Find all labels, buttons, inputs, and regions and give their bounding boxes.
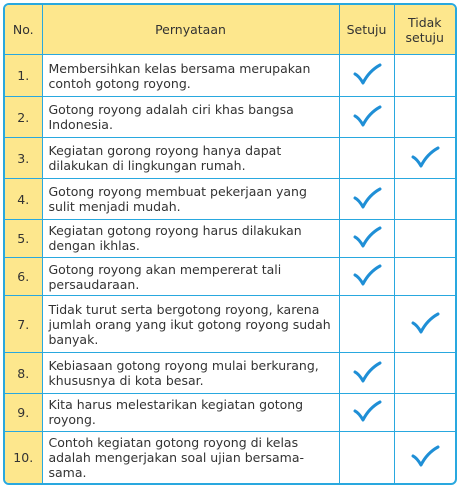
statement-text: Tidak turut serta bergotong royong, karena jumlah orang yang ikut gotong royong sudah banyak. <box>42 296 339 353</box>
statement-text: Membersihkan kelas bersama merupakan contoh gotong royong. <box>42 55 339 97</box>
row-number: 6. <box>5 258 42 296</box>
disagree-cell <box>394 296 455 353</box>
header-row <box>5 5 455 55</box>
row-number: 1. <box>5 55 42 97</box>
disagree-cell <box>394 97 455 137</box>
checkmark-icon <box>352 104 382 128</box>
agree-cell <box>339 219 394 257</box>
table-row <box>5 55 455 97</box>
statement-text: Kebiasaan gotong royong mulai berkurang, khususnya di kota besar. <box>42 353 339 393</box>
agree-cell <box>339 55 394 97</box>
statement-text: Kita harus melestarikan kegiatan gotong royong. <box>42 393 339 431</box>
row-number: 5. <box>5 219 42 257</box>
disagree-cell <box>394 353 455 393</box>
agree-cell <box>339 432 394 483</box>
table-row <box>5 219 455 257</box>
statement-text: Gotong royong akan mempererat tali persaudaraan. <box>42 258 339 296</box>
checkmark-icon <box>352 225 382 249</box>
table-row <box>5 179 455 219</box>
agree-cell <box>339 97 394 137</box>
table-row <box>5 432 455 483</box>
disagree-cell <box>394 55 455 97</box>
table-row <box>5 393 455 431</box>
disagree-cell <box>394 432 455 483</box>
row-number: 7. <box>5 296 42 353</box>
checkmark-icon <box>410 444 440 468</box>
disagree-cell <box>394 393 455 431</box>
row-number: 9. <box>5 393 42 431</box>
table-row <box>5 296 455 353</box>
checkmark-icon <box>352 399 382 423</box>
agree-cell <box>339 179 394 219</box>
table-row <box>5 137 455 178</box>
row-number: 3. <box>5 137 42 178</box>
table-row <box>5 353 455 393</box>
row-number: 4. <box>5 179 42 219</box>
header-disagree: Tidak setuju <box>394 5 455 55</box>
statement-table <box>5 5 455 483</box>
header-statement: Pernyataan <box>42 5 339 55</box>
checkmark-icon <box>410 145 440 169</box>
checkmark-icon <box>352 360 382 384</box>
statement-text: Contoh kegiatan gotong royong di kelas adalah mengerjakan soal ujian bersama-sama. <box>42 432 339 483</box>
agree-cell <box>339 258 394 296</box>
disagree-cell <box>394 258 455 296</box>
checkmark-icon <box>352 186 382 210</box>
statement-text: Kegiatan gotong royong harus dilakukan dengan ikhlas. <box>42 219 339 257</box>
statement-table-frame <box>3 3 457 485</box>
agree-cell <box>339 296 394 353</box>
row-number: 10. <box>5 432 42 483</box>
disagree-cell <box>394 137 455 178</box>
checkmark-icon <box>352 263 382 287</box>
checkmark-icon <box>352 62 382 86</box>
table-row <box>5 97 455 137</box>
header-no: No. <box>5 5 42 55</box>
disagree-cell <box>394 219 455 257</box>
disagree-cell <box>394 179 455 219</box>
agree-cell <box>339 393 394 431</box>
agree-cell <box>339 137 394 178</box>
table-row <box>5 258 455 296</box>
row-number: 8. <box>5 353 42 393</box>
agree-cell <box>339 353 394 393</box>
row-number: 2. <box>5 97 42 137</box>
statement-text: Gotong royong membuat pekerjaan yang sulit menjadi mudah. <box>42 179 339 219</box>
statement-text: Kegiatan gorong royong hanya dapat dilakukan di lingkungan rumah. <box>42 137 339 178</box>
statement-text: Gotong royong adalah ciri khas bangsa Indonesia. <box>42 97 339 137</box>
header-agree: Setuju <box>339 5 394 55</box>
checkmark-icon <box>410 311 440 335</box>
